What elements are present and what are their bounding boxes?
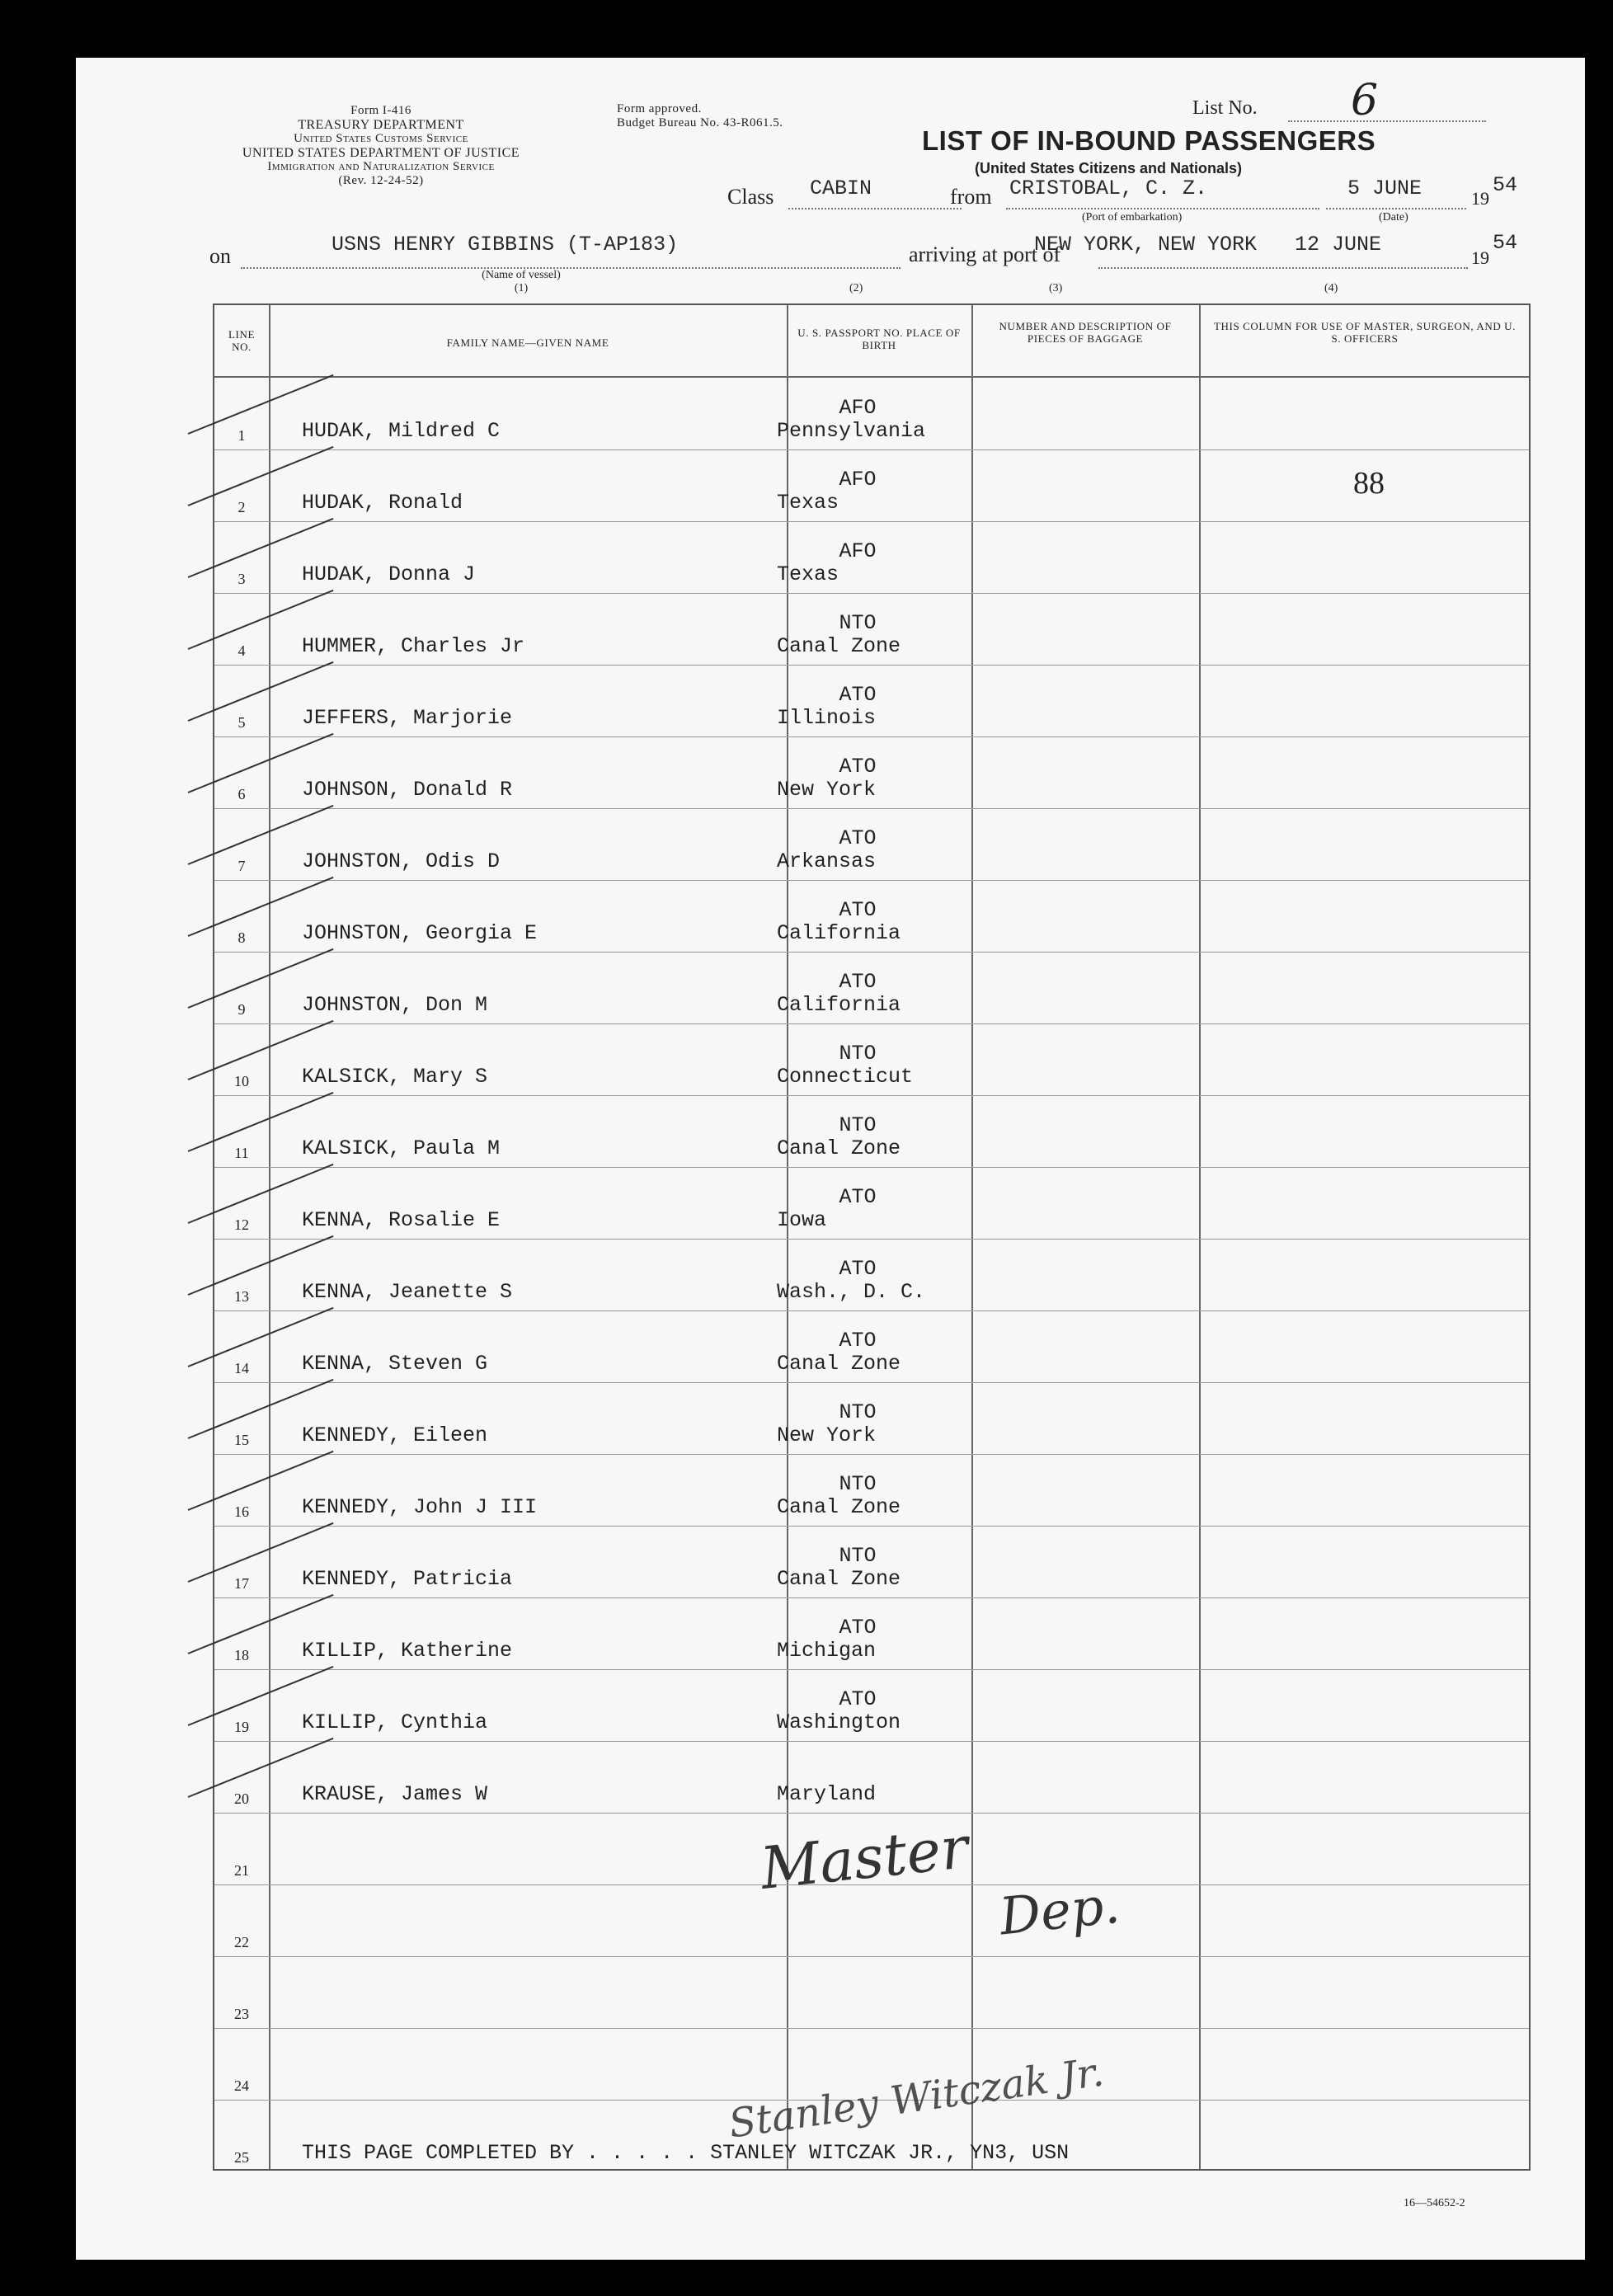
table-row (214, 1741, 1529, 1814)
ins-service: Immigration and Naturalization Service (267, 160, 495, 173)
treasury-dept: TREASURY DEPARTMENT (298, 118, 464, 132)
place-of-birth: Canal Zone (777, 1567, 901, 1591)
table-row (214, 1095, 1529, 1168)
port-embarkation-caption: (Port of embarkation) (1082, 211, 1183, 223)
passport-code: NTO (839, 611, 877, 635)
line-number: 13 (234, 1288, 249, 1305)
header-name: FAMILY NAME—GIVEN NAME (446, 336, 609, 349)
place-of-birth: New York (777, 778, 877, 802)
line-number: 20 (234, 1790, 249, 1807)
table-row (214, 1382, 1529, 1455)
approval-block (617, 102, 783, 130)
date1-value: 5 JUNE (1347, 176, 1423, 200)
table-row (214, 1167, 1529, 1240)
list-no-line (1288, 120, 1486, 122)
passport-code: ATO (839, 898, 877, 922)
place-of-birth: Iowa (777, 1208, 827, 1232)
passport-code: ATO (839, 970, 877, 994)
table-row (214, 808, 1529, 881)
passport-code: AFO (839, 539, 877, 563)
passport-code: NTO (839, 1400, 877, 1424)
passenger-name: KALSICK, Paula M (302, 1136, 501, 1160)
table-row (214, 665, 1529, 737)
line-number: 10 (234, 1073, 249, 1089)
line-number: 22 (234, 1934, 249, 1950)
header-officers: THIS COLUMN FOR USE OF MASTER, SURGEON, AND U. S. OFFICERS (1214, 320, 1516, 345)
passenger-name: JOHNSTON, Georgia E (302, 921, 538, 945)
place-of-birth: Canal Zone (777, 634, 901, 658)
table-row (214, 1454, 1529, 1527)
line-number: 6 (237, 786, 246, 802)
place-of-birth: Washington (777, 1710, 901, 1734)
line-number: 2 (237, 499, 246, 515)
passenger-name: JOHNSTON, Don M (302, 993, 488, 1017)
line-number: 25 (234, 2149, 249, 2166)
col-3-marker: (3) (1049, 282, 1063, 294)
passenger-name: KILLIP, Katherine (302, 1639, 513, 1663)
table-row (214, 1956, 1529, 2029)
passenger-name: HUMMER, Charles Jr (302, 634, 525, 658)
port-value: NEW YORK, NEW YORK (1034, 233, 1258, 256)
place-of-birth: Canal Zone (777, 1352, 901, 1376)
line-number: 9 (237, 1001, 246, 1018)
passenger-name: KENNA, Jeanette S (302, 1280, 513, 1304)
table-row (214, 1526, 1529, 1598)
place-of-birth: Michigan (777, 1639, 877, 1663)
master-signature: Master (757, 1814, 971, 1903)
year1-value: 54 (1493, 173, 1518, 197)
clerk-signature: Stanley Witczak Jr. (726, 2049, 1107, 2148)
date2-value: 12 JUNE (1295, 233, 1382, 256)
place-of-birth: Maryland (777, 1782, 877, 1806)
table-row (214, 1597, 1529, 1670)
table-row (214, 880, 1529, 953)
passport-code: NTO (839, 1113, 877, 1137)
customs-service: United States Customs Service (294, 132, 468, 145)
line-number: 18 (234, 1647, 249, 1663)
line-number: 12 (234, 1216, 249, 1233)
line-number: 24 (234, 2077, 249, 2094)
line-number: 5 (237, 714, 246, 731)
passport-code: AFO (839, 396, 877, 420)
passenger-name: KRAUSE, James W (302, 1782, 488, 1806)
table-row (214, 1023, 1529, 1096)
passport-code: NTO (839, 1472, 877, 1496)
passenger-name: KALSICK, Mary S (302, 1065, 488, 1089)
passport-code: ATO (839, 1329, 877, 1353)
header-baggage: NUMBER AND DESCRIPTION OF PIECES OF BAGGAGE (999, 320, 1172, 345)
passenger-name: KENNA, Steven G (302, 1352, 488, 1376)
from-label: from (950, 185, 992, 209)
passport-code: ATO (839, 1616, 877, 1640)
col-4-marker: (4) (1324, 282, 1338, 294)
passenger-name: JOHNSTON, Odis D (302, 849, 501, 873)
line-number: 19 (234, 1719, 249, 1735)
place-of-birth: Texas (777, 562, 839, 586)
place-of-birth: Wash., D. C. (777, 1280, 926, 1304)
table-row (214, 952, 1529, 1024)
year2-value: 54 (1493, 231, 1518, 255)
col-1-marker: (1) (514, 282, 529, 294)
agency-block (183, 104, 579, 188)
passport-code: ATO (839, 1185, 877, 1209)
line-number: 21 (234, 1862, 249, 1879)
line-number: 16 (234, 1503, 249, 1520)
line-number: 17 (234, 1575, 249, 1592)
line-number: 14 (234, 1360, 249, 1376)
form-revision: (Rev. 12-24-52) (338, 174, 424, 187)
from-value: CRISTOBAL, C. Z. (1009, 176, 1208, 200)
line-number: 15 (234, 1432, 249, 1448)
header-line-no: LINE NO. (228, 328, 255, 353)
col-2-marker: (2) (849, 282, 863, 294)
table-row (214, 736, 1529, 809)
port-line (1098, 267, 1468, 269)
passport-code: AFO (839, 468, 877, 492)
passenger-name: KENNEDY, Patricia (302, 1567, 513, 1591)
table-row (214, 1884, 1529, 1957)
place-of-birth: Connecticut (777, 1065, 914, 1089)
place-of-birth: Illinois (777, 706, 877, 730)
list-no-value: 6 (1351, 76, 1379, 125)
passport-code: ATO (839, 683, 877, 707)
table-row (214, 449, 1529, 522)
passenger-name: KENNEDY, Eileen (302, 1423, 488, 1447)
place-of-birth: Texas (777, 491, 839, 515)
class-value: CABIN (810, 176, 872, 200)
table-row (214, 1239, 1529, 1311)
place-of-birth: Arkansas (777, 849, 877, 873)
arriving-label: arriving at port of (909, 242, 1061, 266)
line-number: 3 (237, 571, 246, 587)
passenger-name: HUDAK, Mildred C (302, 419, 501, 443)
place-of-birth: California (777, 921, 901, 945)
form-approved: Form approved. (617, 102, 702, 115)
place-of-birth: Pennsylvania (777, 419, 926, 443)
document-title: LIST OF IN-BOUND PASSENGERS (922, 125, 1376, 156)
budget-bureau: Budget Bureau No. 43-R061.5. (617, 116, 783, 129)
header-passport: U. S. PASSPORT NO. PLACE OF BIRTH (797, 327, 961, 351)
list-no-label: List No. (1192, 97, 1258, 119)
date-caption: (Date) (1379, 211, 1408, 223)
class-line (788, 208, 962, 209)
class-label: Class (727, 185, 774, 209)
table-row (214, 1310, 1529, 1383)
line-number: 1 (237, 427, 246, 444)
line-number: 11 (234, 1145, 249, 1161)
passenger-name: JOHNSON, Donald R (302, 778, 513, 802)
passport-code: ATO (839, 1257, 877, 1281)
passport-code: ATO (839, 755, 877, 779)
line-number: 7 (237, 858, 246, 874)
table-body (214, 378, 1529, 2169)
date1-line (1326, 208, 1466, 209)
passport-code: NTO (839, 1042, 877, 1066)
on-label: on (209, 244, 231, 268)
table-row (214, 593, 1529, 666)
passenger-name: JEFFERS, Marjorie (302, 706, 513, 730)
officer-note: 88 (1353, 466, 1385, 501)
passenger-name: HUDAK, Ronald (302, 491, 463, 515)
document-subtitle: (United States Citizens and Nationals) (975, 160, 1243, 176)
master-signature-sub: Dep. (996, 1874, 1123, 1947)
table-row (214, 1669, 1529, 1742)
passenger-name: KENNEDY, John J III (302, 1495, 538, 1519)
form-number: Form I-416 (350, 104, 411, 117)
place-of-birth: New York (777, 1423, 877, 1447)
vessel-caption (439, 269, 604, 295)
place-of-birth: California (777, 993, 901, 1017)
form-page (76, 58, 1585, 2260)
line-number: 23 (234, 2006, 249, 2022)
year1-prefix: 19 (1471, 188, 1489, 209)
passport-code: ATO (839, 1687, 877, 1711)
from-line (1006, 208, 1319, 209)
passenger-name: KILLIP, Cynthia (302, 1710, 488, 1734)
year2-prefix: 19 (1471, 247, 1489, 268)
passenger-name: HUDAK, Donna J (302, 562, 476, 586)
passport-code: NTO (839, 1544, 877, 1568)
justice-dept: UNITED STATES DEPARTMENT OF JUSTICE (242, 146, 520, 160)
passenger-name: THIS PAGE COMPLETED BY . . . . . STANLEY WITCZAK JR., YN3, USN (302, 2141, 1070, 2165)
passport-code: ATO (839, 826, 877, 850)
place-of-birth: Canal Zone (777, 1495, 901, 1519)
place-of-birth: Canal Zone (777, 1136, 901, 1160)
vessel-caption-text: (Name of vessel) (482, 269, 561, 281)
table-row (214, 521, 1529, 594)
line-number: 4 (237, 642, 246, 659)
form-footer-code: 16—54652-2 (1404, 2197, 1465, 2209)
table-row (214, 378, 1529, 450)
passenger-name: KENNA, Rosalie E (302, 1208, 501, 1232)
vessel-name: USNS HENRY GIBBINS (T-AP183) (332, 233, 679, 256)
line-number: 8 (237, 929, 246, 946)
